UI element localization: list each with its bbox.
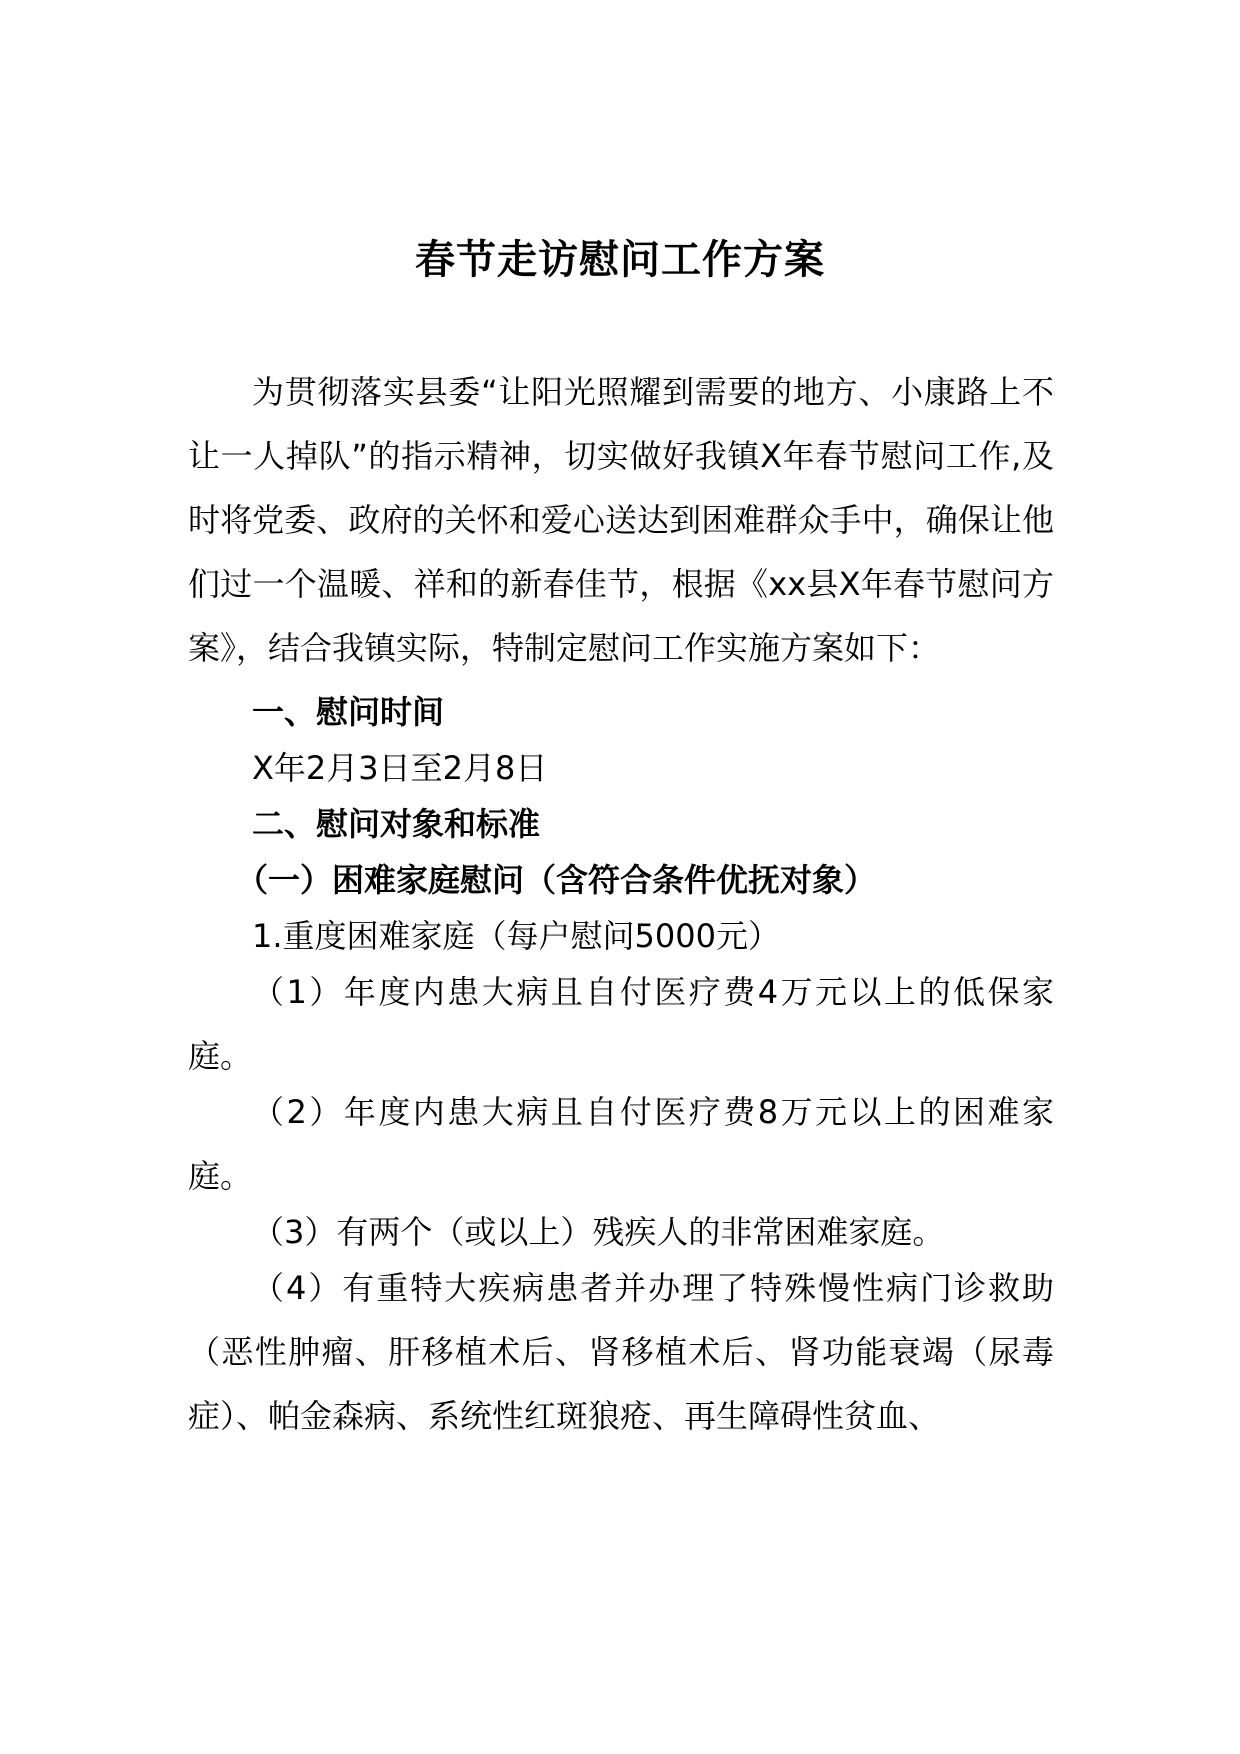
item-heading-severe-families: 1.重度困难家庭（每户慰问5000元） [252, 917, 780, 955]
section-heading-time: 一、慰问时间 [252, 693, 445, 731]
subsection-heading-families: （一）困难家庭慰问（含符合条件优抚对象） [236, 861, 877, 899]
section-text-time: X年2月3日至2月8日 [252, 749, 548, 787]
list-item: （2）年度内患大病且自付医疗费8万元以上的困难家庭。 [188, 1093, 1054, 1195]
section-heading-targets: 二、慰问对象和标准 [252, 805, 541, 843]
document-title: 春节走访慰问工作方案 [415, 237, 825, 283]
list-item: （4）有重特大疾病患者并办理了特殊慢性病门诊救助（恶性肿瘤、肝移植术后、肾移植术后、肾功能衰竭（尿毒症）、帕金森病、系统性红斑狼疮、再生障碍性贫血、 [188, 1269, 1054, 1435]
intro-paragraph: 为贯彻落实县委“让阳光照耀到需要的地方、小康路上不让一人掉队”的指示精神，切实做好我镇X年春节慰问工作,及时将党委、政府的关怀和爱心送达到困难群众手中，确保让他们过一个温暖、祥和的新春佳节，根据《xx县X年春节慰问方案》，结合我镇实际，特制定慰问工作实施方案如下： [188, 373, 1054, 667]
list-item: （1）年度内患大病且自付医疗费4万元以上的低保家庭。 [188, 973, 1054, 1075]
list-item: （3）有两个（或以上）残疾人的非常困难家庭。 [252, 1213, 945, 1251]
